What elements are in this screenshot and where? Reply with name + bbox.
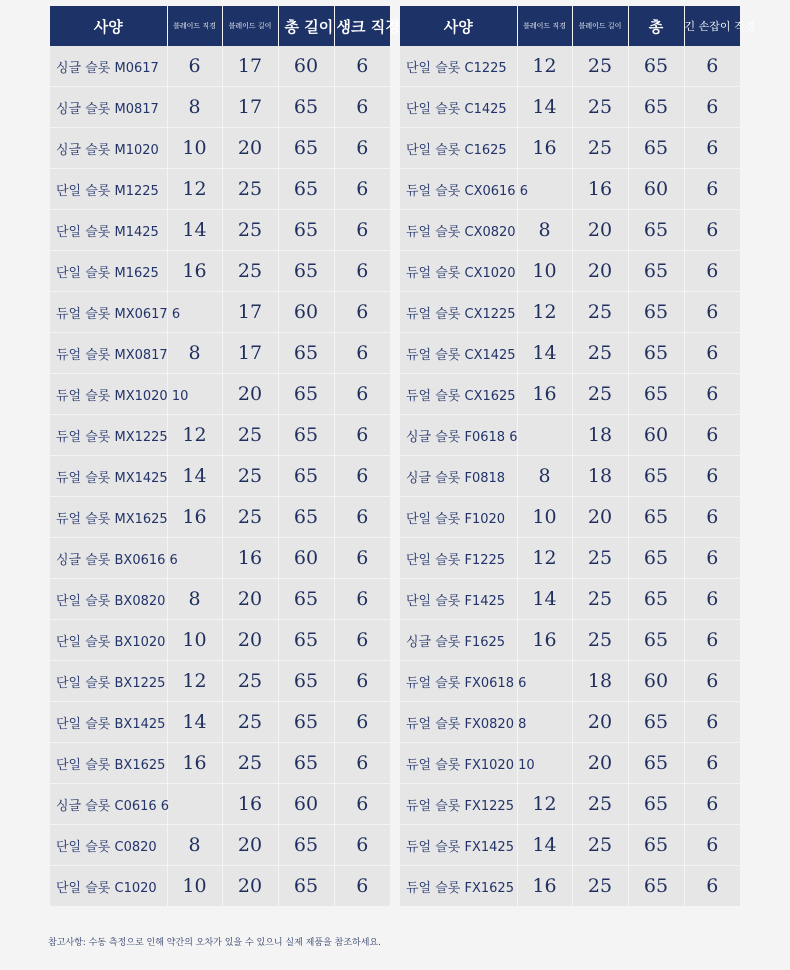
table-row [400,743,740,784]
table-row [50,128,390,169]
total-length-cell: 65 [628,251,684,292]
shank-diameter-cell: 6 [334,210,390,251]
shank-diameter-cell: 6 [334,538,390,579]
blade-length-cell: 20 [572,743,628,784]
shank-diameter-cell: 6 [684,210,740,251]
spec-cell: 단일 슬롯 F1225 [400,538,517,579]
blade-diameter-cell: 12 [167,661,222,702]
total-length-cell: 65 [628,579,684,620]
blade-diameter-cell: 16 [517,866,572,907]
total-length-cell: 60 [628,661,684,702]
total-length-cell: 65 [278,825,334,866]
shank-diameter-cell: 6 [684,661,740,702]
total-length-cell: 65 [278,497,334,538]
spec-cell: 듀얼 슬롯 MX1020 10 [50,374,167,415]
shank-diameter-cell: 6 [334,825,390,866]
total-length-cell: 65 [278,456,334,497]
shank-diameter-cell: 6 [334,46,390,87]
header-total: 총 [628,6,684,46]
table-row [400,702,740,743]
table-row [400,497,740,538]
shank-diameter-cell: 6 [684,333,740,374]
table-row [50,374,390,415]
table-row [50,46,390,87]
blade-diameter-cell: 10 [517,251,572,292]
blade-diameter-cell: 10 [167,128,222,169]
blade-length-cell: 20 [572,251,628,292]
blade-diameter-cell: 16 [167,497,222,538]
spec-table-right [400,6,756,907]
blade-length-cell: 25 [222,497,278,538]
table-row [50,866,390,907]
spec-cell: 단일 슬롯 F1425 [400,579,517,620]
total-length-cell: 65 [628,374,684,415]
shank-diameter-cell: 6 [684,743,740,784]
shank-diameter-cell: 6 [334,497,390,538]
shank-diameter-cell: 6 [684,784,740,825]
shank-diameter-cell: 6 [334,743,390,784]
spec-cell: 듀얼 슬롯 FX1225 [400,784,517,825]
total-length-cell: 65 [628,333,684,374]
blade-diameter-cell: 16 [167,743,222,784]
total-length-cell: 65 [278,661,334,702]
spec-cell: 싱글 슬롯 F0818 [400,456,517,497]
spec-cell: 단일 슬롯 C1625 [400,128,517,169]
spec-cell: 싱글 슬롯 F0618 6 [400,415,517,456]
table-header-row [50,6,390,46]
blade-diameter-cell: 12 [167,169,222,210]
shank-diameter-cell: 6 [334,620,390,661]
table-row [400,292,740,333]
blade-diameter-cell: 16 [517,128,572,169]
total-length-cell: 65 [628,128,684,169]
spec-cell: 듀얼 슬롯 MX1225 [50,415,167,456]
table-row [50,825,390,866]
blade-diameter-cell: 14 [517,825,572,866]
shank-diameter-cell: 6 [684,825,740,866]
shank-diameter-cell: 6 [334,169,390,210]
spec-cell: 단일 슬롯 M1225 [50,169,167,210]
blade-length-cell: 25 [572,579,628,620]
spec-cell: 듀얼 슬롯 FX1020 10 [400,743,517,784]
shank-diameter-cell: 6 [334,251,390,292]
blade-diameter-cell [167,784,222,825]
blade-diameter-cell: 10 [167,620,222,661]
blade-diameter-cell: 12 [517,538,572,579]
total-length-cell: 65 [628,743,684,784]
total-length-cell: 65 [628,87,684,128]
shank-diameter-cell: 6 [334,866,390,907]
spec-cell: 단일 슬롯 M1625 [50,251,167,292]
total-length-cell: 60 [628,169,684,210]
spec-cell: 듀얼 슬롯 MX1425 [50,456,167,497]
header-blade-diameter: 블레이드 직경 [167,6,222,46]
total-length-cell: 65 [628,292,684,333]
blade-length-cell: 25 [222,251,278,292]
shank-diameter-cell: 6 [684,579,740,620]
blade-length-cell: 18 [572,415,628,456]
blade-length-cell: 17 [222,87,278,128]
shank-diameter-cell: 6 [334,784,390,825]
total-length-cell: 65 [278,251,334,292]
blade-length-cell: 17 [222,333,278,374]
blade-length-cell: 20 [572,497,628,538]
total-length-cell: 65 [278,866,334,907]
shank-diameter-cell: 6 [334,579,390,620]
table-row [50,292,390,333]
shank-diameter-cell: 6 [684,128,740,169]
spec-cell: 싱글 슬롯 M1020 [50,128,167,169]
spec-cell: 듀얼 슬롯 FX1625 [400,866,517,907]
blade-length-cell: 25 [222,169,278,210]
shank-diameter-cell: 6 [684,374,740,415]
total-length-cell: 65 [628,46,684,87]
spec-cell: 듀얼 슬롯 CX1425 [400,333,517,374]
header-long-handle-diameter: 긴 손잡이 직경 [684,6,740,46]
total-length-cell: 65 [278,743,334,784]
total-length-cell: 65 [278,333,334,374]
blade-length-cell: 25 [572,866,628,907]
total-length-cell: 65 [628,784,684,825]
total-length-cell: 65 [628,456,684,497]
blade-length-cell: 20 [222,620,278,661]
table-row [50,210,390,251]
blade-length-cell: 25 [222,210,278,251]
blade-diameter-cell: 8 [167,825,222,866]
spec-cell: 싱글 슬롯 M0617 [50,46,167,87]
blade-length-cell: 25 [572,374,628,415]
table-row [400,866,740,907]
shank-diameter-cell: 6 [684,415,740,456]
blade-diameter-cell: 8 [167,333,222,374]
spec-cell: 단일 슬롯 BX1225 [50,661,167,702]
table-row [50,87,390,128]
blade-length-cell: 25 [572,538,628,579]
table-row [50,497,390,538]
blade-length-cell: 25 [572,87,628,128]
shank-diameter-cell: 6 [684,251,740,292]
header-blade-length: 블레이드 길이 [572,6,628,46]
table-row [50,579,390,620]
blade-diameter-cell: 14 [167,702,222,743]
spec-cell: 듀얼 슬롯 FX1425 [400,825,517,866]
shank-diameter-cell: 6 [334,128,390,169]
total-length-cell: 65 [278,415,334,456]
blade-length-cell: 16 [222,784,278,825]
shank-diameter-cell: 6 [684,456,740,497]
blade-diameter-cell: 12 [517,292,572,333]
total-length-cell: 60 [278,784,334,825]
total-length-cell: 60 [628,415,684,456]
table-header-row [400,6,740,46]
shank-diameter-cell: 6 [334,702,390,743]
spec-cell: 단일 슬롯 M1425 [50,210,167,251]
total-length-cell: 65 [278,169,334,210]
header-spec: 사양 [50,6,167,46]
blade-length-cell: 20 [222,866,278,907]
total-length-cell: 65 [278,620,334,661]
table-row [400,661,740,702]
shank-diameter-cell: 6 [684,866,740,907]
spec-cell: 단일 슬롯 C1020 [50,866,167,907]
blade-length-cell: 25 [572,128,628,169]
blade-diameter-cell: 14 [167,456,222,497]
blade-diameter-cell: 12 [167,415,222,456]
table-row [50,784,390,825]
spec-cell: 듀얼 슬롯 FX0618 6 [400,661,517,702]
table-row [50,620,390,661]
table-row [50,251,390,292]
spec-cell: 듀얼 슬롯 CX0820 [400,210,517,251]
header-blade-length: 블레이드 길이 [222,6,278,46]
shank-diameter-cell: 6 [684,497,740,538]
shank-diameter-cell: 6 [684,169,740,210]
spec-cell: 단일 슬롯 BX0820 [50,579,167,620]
blade-length-cell: 25 [572,292,628,333]
spec-table-left [50,6,400,907]
shank-diameter-cell: 6 [334,87,390,128]
blade-diameter-cell: 16 [167,251,222,292]
spec-cell: 단일 슬롯 C1425 [400,87,517,128]
blade-diameter-cell [517,415,572,456]
total-length-cell: 60 [278,46,334,87]
table-row [50,661,390,702]
spec-cell: 듀얼 슬롯 MX0817 [50,333,167,374]
table-row [400,210,740,251]
shank-diameter-cell: 6 [684,292,740,333]
table-row [400,169,740,210]
spec-cell: 듀얼 슬롯 MX1625 [50,497,167,538]
table-row [400,620,740,661]
spec-cell: 듀얼 슬롯 CX1225 [400,292,517,333]
shank-diameter-cell: 6 [334,456,390,497]
blade-length-cell: 17 [222,292,278,333]
table-row [400,538,740,579]
table-row [50,415,390,456]
shank-diameter-cell: 6 [684,87,740,128]
total-length-cell: 65 [628,620,684,661]
blade-length-cell: 25 [222,743,278,784]
footnote: 참고사항: 수동 측정으로 인해 약간의 오차가 있을 수 있으니 실제 제품을 참조하세요. [48,938,381,948]
spec-cell: 단일 슬롯 C0820 [50,825,167,866]
total-length-cell: 65 [628,538,684,579]
total-length-cell: 65 [278,702,334,743]
total-length-cell: 65 [278,374,334,415]
blade-length-cell: 18 [572,661,628,702]
blade-diameter-cell: 16 [517,374,572,415]
blade-diameter-cell: 16 [517,620,572,661]
table-row [400,251,740,292]
blade-length-cell: 25 [222,456,278,497]
total-length-cell: 65 [628,497,684,538]
blade-diameter-cell: 14 [517,87,572,128]
spec-cell: 듀얼 슬롯 CX0616 6 [400,169,517,210]
blade-length-cell: 16 [222,538,278,579]
blade-length-cell: 25 [572,620,628,661]
table-row [400,825,740,866]
total-length-cell: 60 [278,292,334,333]
blade-length-cell: 20 [222,825,278,866]
table-row [400,128,740,169]
total-length-cell: 65 [278,210,334,251]
shank-diameter-cell: 6 [684,620,740,661]
shank-diameter-cell: 6 [684,538,740,579]
total-length-cell: 65 [628,702,684,743]
total-length-cell: 65 [278,87,334,128]
total-length-cell: 65 [628,866,684,907]
spec-cell: 단일 슬롯 F1020 [400,497,517,538]
header-shank-diameter: 생크 직경 [334,6,390,46]
spec-cell: 싱글 슬롯 F1625 [400,620,517,661]
table-row [400,456,740,497]
blade-length-cell: 25 [572,333,628,374]
blade-diameter-cell: 8 [167,87,222,128]
blade-diameter-cell: 6 [167,46,222,87]
table-row [400,87,740,128]
blade-diameter-cell: 10 [167,866,222,907]
shank-diameter-cell: 6 [334,661,390,702]
blade-diameter-cell: 12 [517,784,572,825]
total-length-cell: 65 [628,825,684,866]
blade-length-cell: 17 [222,46,278,87]
spec-cell: 단일 슬롯 C1225 [400,46,517,87]
header-spec: 사양 [400,6,517,46]
table-row [400,333,740,374]
shank-diameter-cell: 6 [334,374,390,415]
shank-diameter-cell: 6 [334,292,390,333]
total-length-cell: 60 [278,538,334,579]
table-row [400,784,740,825]
table-row [50,538,390,579]
header-blade-diameter: 블레이드 직경 [517,6,572,46]
blade-length-cell: 16 [572,169,628,210]
blade-length-cell: 20 [572,210,628,251]
blade-diameter-cell: 14 [517,579,572,620]
table-row [50,702,390,743]
blade-length-cell: 20 [222,374,278,415]
table-row [400,579,740,620]
blade-length-cell: 25 [222,661,278,702]
spec-cell: 싱글 슬롯 BX0616 6 [50,538,167,579]
blade-diameter-cell: 8 [517,210,572,251]
blade-length-cell: 25 [222,415,278,456]
spec-cell: 단일 슬롯 BX1425 [50,702,167,743]
blade-length-cell: 25 [572,784,628,825]
shank-diameter-cell: 6 [684,46,740,87]
total-length-cell: 65 [628,210,684,251]
blade-length-cell: 20 [572,702,628,743]
total-length-cell: 65 [278,128,334,169]
spec-cell: 듀얼 슬롯 FX0820 8 [400,702,517,743]
spec-cell: 듀얼 슬롯 CX1625 [400,374,517,415]
table-row [50,743,390,784]
spec-cell: 단일 슬롯 BX1625 [50,743,167,784]
shank-diameter-cell: 6 [684,702,740,743]
blade-length-cell: 25 [572,825,628,866]
blade-length-cell: 25 [572,46,628,87]
spec-cell: 듀얼 슬롯 CX1020 [400,251,517,292]
spec-cell: 듀얼 슬롯 MX0617 6 [50,292,167,333]
table-row [50,456,390,497]
blade-length-cell: 20 [222,579,278,620]
spec-cell: 싱글 슬롯 C0616 6 [50,784,167,825]
table-row [50,169,390,210]
blade-diameter-cell: 12 [517,46,572,87]
blade-length-cell: 25 [222,702,278,743]
shank-diameter-cell: 6 [334,333,390,374]
shank-diameter-cell: 6 [334,415,390,456]
blade-diameter-cell: 8 [167,579,222,620]
blade-diameter-cell: 14 [167,210,222,251]
table-row [50,333,390,374]
header-total-length: 총 길이 [278,6,334,46]
blade-diameter-cell: 8 [517,456,572,497]
spec-cell: 단일 슬롯 BX1020 [50,620,167,661]
blade-length-cell: 20 [222,128,278,169]
table-row [400,415,740,456]
blade-diameter-cell: 14 [517,333,572,374]
table-row [400,46,740,87]
table-row [400,374,740,415]
blade-length-cell: 18 [572,456,628,497]
spec-cell: 싱글 슬롯 M0817 [50,87,167,128]
blade-diameter-cell: 10 [517,497,572,538]
total-length-cell: 65 [278,579,334,620]
